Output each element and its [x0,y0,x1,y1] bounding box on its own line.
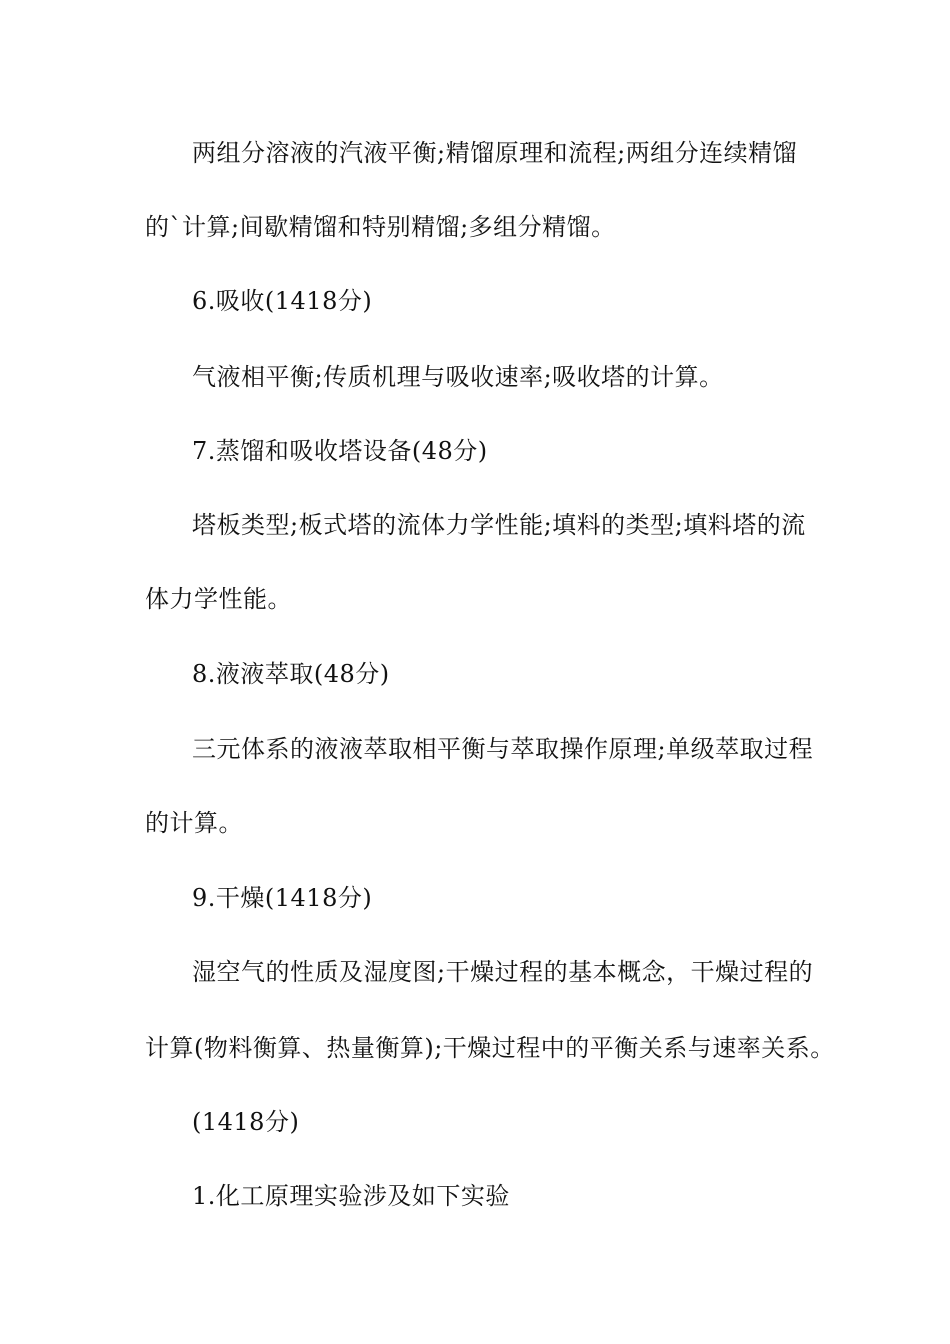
paragraph-drying-line-1: 湿空气的性质及湿度图;干燥过程的基本概念，干燥过程的 [192,958,814,986]
section-heading-tower-equipment: 7.蒸馏和吸收塔设备(48分) [192,437,488,465]
section-score: (1418分) [192,1108,300,1136]
paragraph-extraction-line-1: 三元体系的液液萃取相平衡与萃取操作原理;单级萃取过程 [192,735,814,763]
section-heading-drying: 9.干燥(1418分) [192,884,373,912]
paragraph-distillation-line-2: 的`计算;间歇精馏和特别精馏;多组分精馏。 [145,213,616,241]
paragraph-distillation-line-1: 两组分溶液的汽液平衡;精馏原理和流程;两组分连续精馏 [192,139,798,167]
paragraph-extraction-line-2: 的计算。 [145,809,243,837]
paragraph-drying-line-2: 计算(物料衡算、热量衡算);干燥过程中的平衡关系与速率关系。 [145,1034,835,1062]
section-heading-extraction: 8.液液萃取(48分) [192,660,390,688]
paragraph-tower-equipment-line-1: 塔板类型;板式塔的流体力学性能;填料的类型;填料塔的流 [192,511,806,539]
paragraph-tower-equipment-line-2: 体力学性能。 [145,585,292,613]
section-heading-absorption: 6.吸收(1418分) [192,287,373,315]
section-heading-experiments: 1.化工原理实验涉及如下实验 [192,1182,510,1210]
paragraph-absorption: 气液相平衡;传质机理与吸收速率;吸收塔的计算。 [192,363,724,391]
